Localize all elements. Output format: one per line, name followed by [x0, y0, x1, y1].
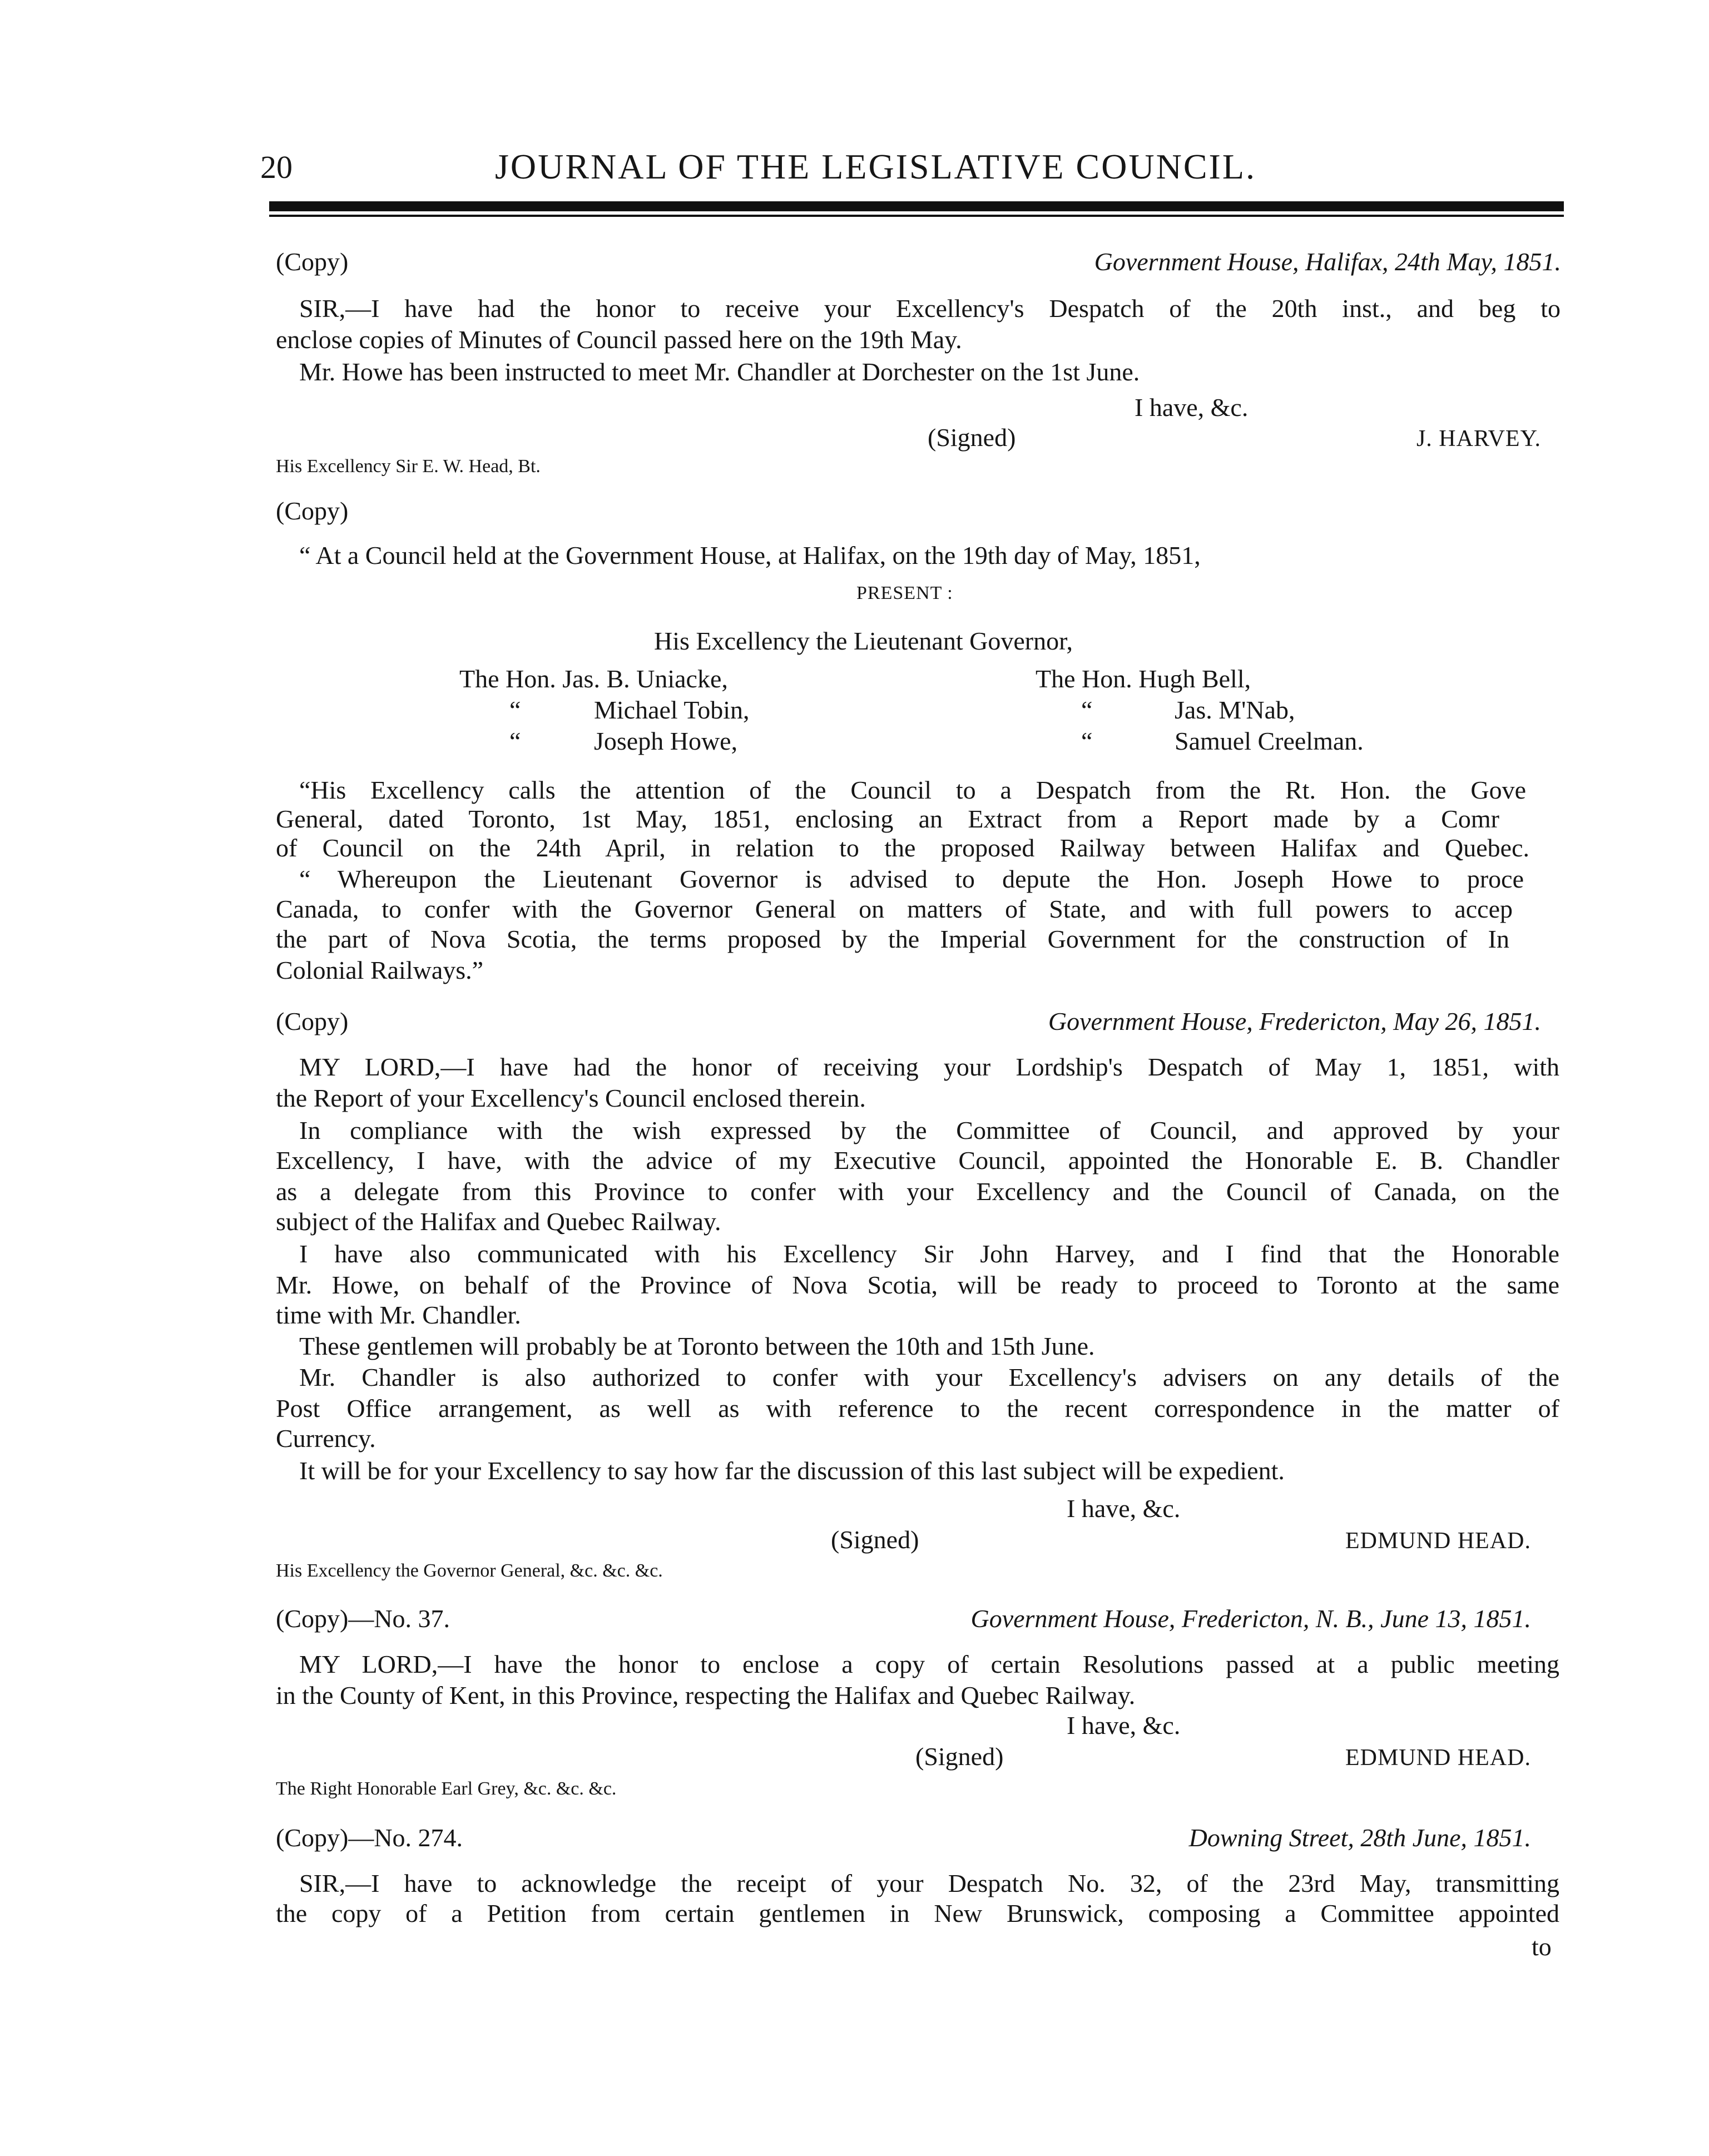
body-line: SIR,—I have to acknowledge the receipt of your Despatch No. 32, of the 23rd May, transmitting [299, 1869, 1559, 1897]
catchword: to [1532, 1932, 1552, 1961]
presiding-member: His Excellency the Lieutenant Governor, [654, 627, 1073, 655]
body-line: Mr. Howe, on behalf of the Province of Nova Scotia, will be ready to proceed to Toronto at the same [276, 1271, 1559, 1299]
copy-label: (Copy) [276, 497, 349, 525]
body-line: SIR,—I have had the honor to receive your Excellency's Despatch of the 20th inst., and beg to [299, 294, 1561, 323]
body-line: Colonial Railways.” [276, 956, 484, 984]
letter-dateline: Government House, Fredericton, N. B., June 13, 1851. [970, 1604, 1531, 1633]
body-line: Currency. [276, 1424, 376, 1453]
body-line: Canada, to confer with the Governor General on matters of State, and with full powers to accep [276, 895, 1513, 923]
ditto-mark: “ [1081, 696, 1093, 724]
signature: EDMUND HEAD. [1345, 1745, 1531, 1771]
body-line: as a delegate from this Province to confer with your Excellency and the Council of Canada, on the [276, 1177, 1559, 1206]
addressee: His Excellency Sir E. W. Head, Bt. [276, 456, 541, 477]
member-name: Jas. M'Nab, [1175, 696, 1295, 724]
body-line: MY LORD,—I have had the honor of receiving your Lordship's Despatch of May 1, 1851, with [299, 1053, 1559, 1081]
closing: I have, &c. [1067, 1494, 1181, 1523]
body-line: “His Excellency calls the attention of the Council to a Despatch from the Rt. Hon. the Gove [299, 776, 1526, 804]
body-line: subject of the Halifax and Quebec Railway. [276, 1207, 721, 1236]
body-line: “ At a Council held at the Government House, at Halifax, on the 19th day of May, 1851, [299, 541, 1201, 569]
letter-dateline: Government House, Halifax, 24th May, 1851. [1094, 247, 1561, 276]
letter-dateline: Downing Street, 28th June, 1851. [1188, 1823, 1531, 1852]
closing: I have, &c. [1135, 393, 1249, 422]
member-name: Joseph Howe, [594, 727, 738, 755]
body-line: MY LORD,—I have the honor to enclose a copy of certain Resolutions passed at a public meeting [299, 1650, 1559, 1678]
body-line: time with Mr. Chandler. [276, 1301, 521, 1329]
body-line: of Council on the 24th April, in relation to the proposed Railway between Halifax and Quebec. [276, 834, 1529, 862]
signed-label: (Signed) [915, 1742, 1004, 1771]
signature: J. HARVEY. [1416, 426, 1541, 452]
ditto-mark: “ [1081, 727, 1093, 755]
body-line: In compliance with the wish expressed by the Committee of Council, and approved by your [299, 1116, 1559, 1144]
body-line: Excellency, I have, with the advice of my Executive Council, appointed the Honorable E. B. Chandler [276, 1146, 1559, 1174]
body-line: the Report of your Excellency's Council enclosed therein. [276, 1084, 866, 1112]
signed-label: (Signed) [928, 423, 1016, 452]
body-line: “ Whereupon the Lieutenant Governor is advised to depute the Hon. Joseph Howe to proce [299, 865, 1524, 893]
copy-label: (Copy)—No. 274. [276, 1823, 463, 1852]
present-heading: PRESENT : [856, 583, 953, 603]
body-line: Mr. Chandler is also authorized to confer with your Excellency's advisers on any details of the [299, 1363, 1559, 1391]
body-line: Post Office arrangement, as well as with reference to the recent correspondence in the matter of [276, 1394, 1559, 1423]
member-name: The Hon. Jas. B. Uniacke, [459, 665, 728, 693]
body-line: Mr. Howe has been instructed to meet Mr. Chandler at Dorchester on the 1st June. [299, 358, 1140, 386]
body-line: These gentlemen will probably be at Toronto between the 10th and 15th June. [299, 1332, 1095, 1360]
header-rule-thin [269, 215, 1564, 217]
signature: EDMUND HEAD. [1345, 1528, 1531, 1554]
closing: I have, &c. [1067, 1711, 1181, 1739]
body-line: the copy of a Petition from certain gentlemen in New Brunswick, composing a Committee appointed [276, 1899, 1559, 1927]
letter-dateline: Government House, Fredericton, May 26, 1851. [1048, 1007, 1541, 1035]
copy-label: (Copy) [276, 1007, 349, 1035]
page-title: JOURNAL OF THE LEGISLATIVE COUNCIL. [495, 147, 1256, 186]
body-line: I have also communicated with his Excellency Sir John Harvey, and I find that the Honorable [299, 1240, 1559, 1268]
member-name: Samuel Creelman. [1175, 727, 1364, 755]
header-rule-thick [269, 201, 1564, 211]
copy-label: (Copy) [276, 247, 349, 276]
addressee: His Excellency the Governor General, &c. &c. &c. [276, 1560, 663, 1581]
addressee: The Right Honorable Earl Grey, &c. &c. &c. [276, 1778, 617, 1799]
body-line: in the County of Kent, in this Province, respecting the Halifax and Quebec Railway. [276, 1681, 1136, 1709]
member-name: Michael Tobin, [594, 696, 750, 724]
signed-label: (Signed) [831, 1525, 919, 1554]
body-line: enclose copies of Minutes of Council passed here on the 19th May. [276, 325, 962, 354]
body-line: General, dated Toronto, 1st May, 1851, enclosing an Extract from a Report made by a Comr [276, 805, 1499, 833]
body-line: the part of Nova Scotia, the terms proposed by the Imperial Government for the construction of In [276, 925, 1509, 953]
copy-label: (Copy)—No. 37. [276, 1604, 450, 1633]
body-line: It will be for your Excellency to say how far the discussion of this last subject will be expedient. [299, 1456, 1285, 1485]
ditto-mark: “ [509, 727, 521, 755]
page-number: 20 [260, 149, 293, 185]
member-name: The Hon. Hugh Bell, [1036, 665, 1251, 693]
ditto-mark: “ [509, 696, 521, 724]
